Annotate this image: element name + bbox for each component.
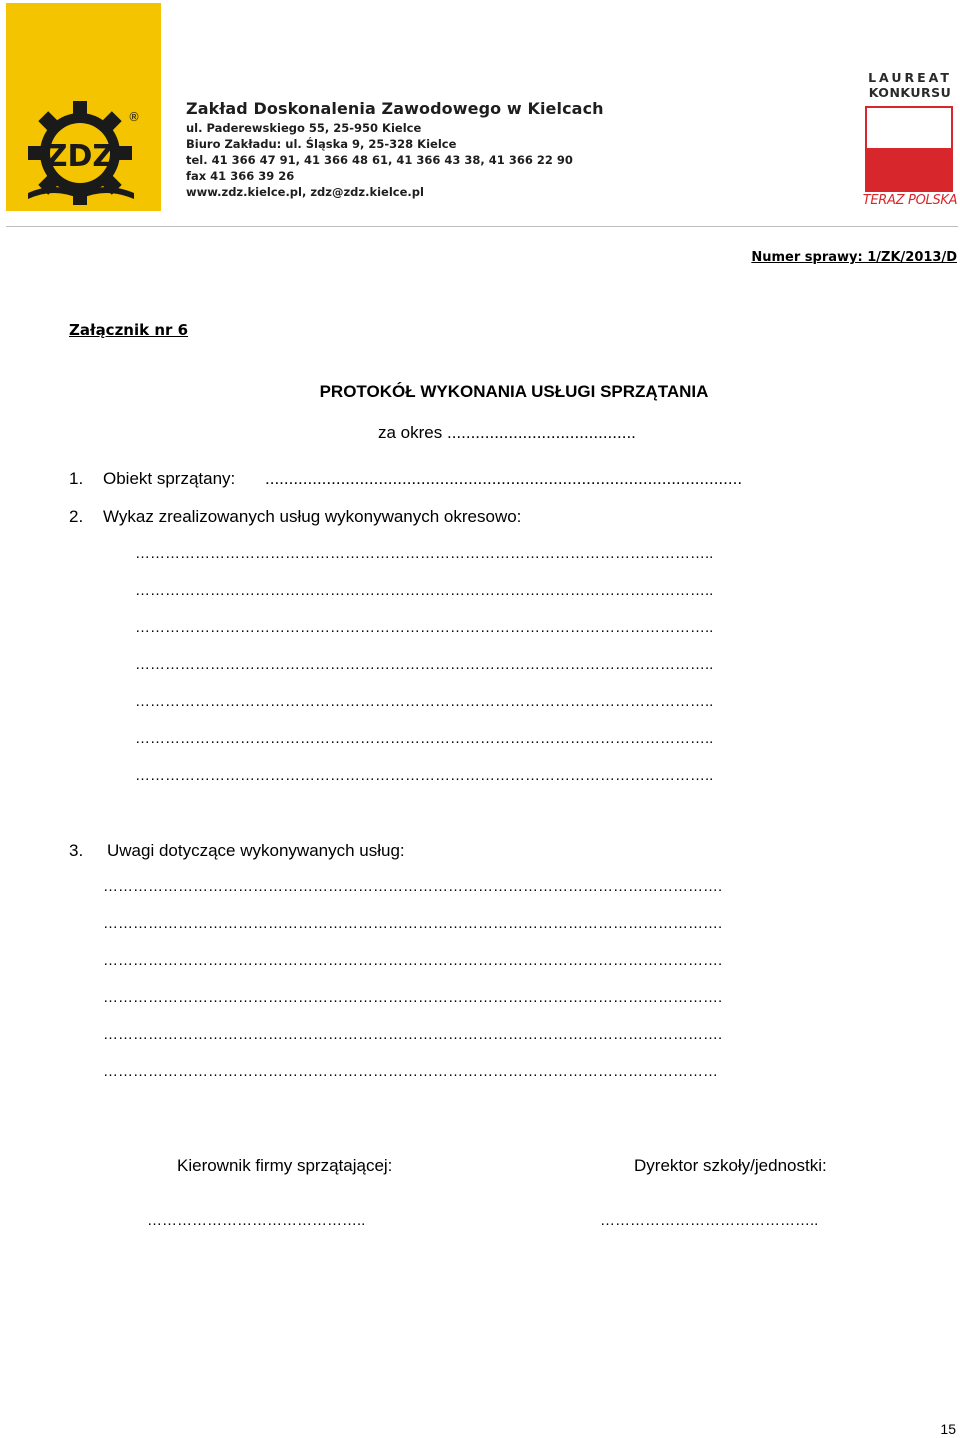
- services-line: ……………………………………………………………………………………………………..: [135, 767, 714, 784]
- document-title: PROTOKÓŁ WYKONANIA USŁUGI SPRZĄTANIA: [319, 382, 709, 401]
- item-1-fill: .....................................................................................................: [265, 469, 743, 488]
- remarks-line: …………………………………………………………………………………………………………….: [103, 878, 723, 895]
- header-divider: [6, 226, 958, 227]
- contractor-signature-label: Kierownik firmy sprzątającej:: [177, 1156, 393, 1175]
- services-line: ……………………………………………………………………………………………………..: [135, 656, 714, 673]
- annex-label: Załącznik nr 6: [69, 321, 189, 339]
- zdz-logo: [6, 3, 161, 211]
- services-line: ……………………………………………………………………………………………………..: [135, 619, 714, 636]
- organization-info: [186, 98, 604, 200]
- org-phones: tel. 41 366 47 91, 41 366 48 61, 41 366 43 38, 41 366 22 90: [186, 153, 573, 167]
- award-title: [862, 70, 958, 100]
- director-signature-line: ……………………………………..: [600, 1212, 819, 1229]
- contractor-signature-line: ……………………………………..: [147, 1212, 366, 1229]
- item-1-number: 1.: [69, 469, 84, 488]
- director-signature-label: Dyrektor szkoły/jednostki:: [634, 1156, 827, 1175]
- award-flag-icon: [865, 106, 953, 192]
- item-2-label: Wykaz zrealizowanych usług wykonywanych okresowo:: [103, 507, 522, 526]
- award-line-1: LAUREAT: [868, 70, 952, 85]
- services-line: ……………………………………………………………………………………………………..: [135, 582, 714, 599]
- item-1-label: Obiekt sprzątany:: [103, 469, 236, 488]
- svg-text:®: ®: [128, 110, 140, 124]
- remarks-line: …………………………………………………………………………………………………………….: [103, 915, 723, 932]
- remarks-line: …………………………………………………………………………………………………………….: [103, 989, 723, 1006]
- services-line: ……………………………………………………………………………………………………..: [135, 545, 714, 562]
- award-brand: TERAZ POLSKA: [862, 193, 958, 208]
- services-line: ……………………………………………………………………………………………………..: [135, 693, 714, 710]
- services-line: ……………………………………………………………………………………………………..: [135, 730, 714, 747]
- org-fax: fax 41 366 39 26: [186, 169, 295, 183]
- org-name: Zakład Doskonalenia Zawodowego w Kielcach: [186, 99, 604, 118]
- remarks-line: ……………………………………………………………………………………………………………: [103, 1063, 718, 1080]
- item-2-number: 2.: [69, 507, 84, 526]
- remarks-line: …………………………………………………………………………………………………………….: [103, 1026, 723, 1043]
- remarks-line: …………………………………………………………………………………………………………….: [103, 952, 723, 969]
- award-line-2: KONKURSU: [868, 85, 952, 100]
- org-address: ul. Paderewskiego 55, 25-950 Kielce: [186, 121, 422, 135]
- case-number: Numer sprawy: 1/ZK/2013/D: [751, 250, 957, 265]
- period-field: za okres ........................................: [378, 423, 636, 442]
- item-3-label: Uwagi dotyczące wykonywanych usług:: [107, 841, 405, 860]
- item-3-number: 3.: [69, 841, 84, 860]
- svg-text:ZDZ: ZDZ: [45, 139, 115, 174]
- gear-book-icon: [6, 3, 161, 211]
- org-web: www.zdz.kielce.pl, zdz@zdz.kielce.pl: [186, 185, 424, 199]
- org-office: Biuro Zakładu: ul. Śląska 9, 25-328 Kielce: [186, 137, 457, 151]
- page-number: 15: [940, 1421, 956, 1437]
